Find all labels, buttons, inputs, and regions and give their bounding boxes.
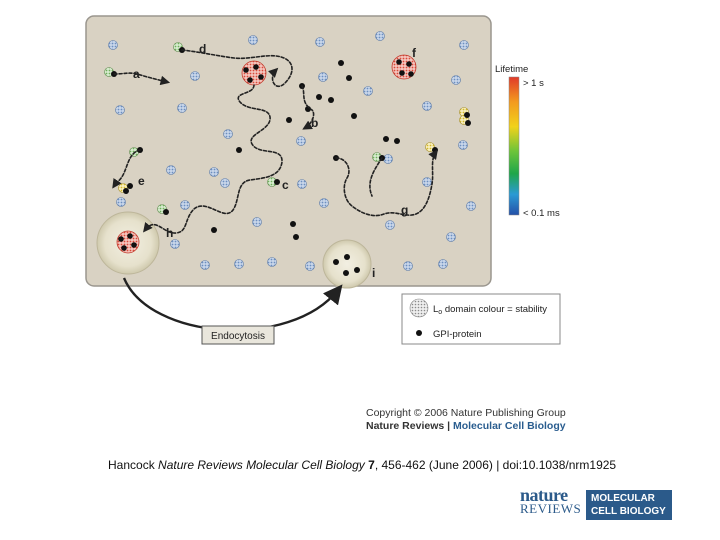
lifetime-title: Lifetime <box>495 64 529 75</box>
citation <box>108 458 668 472</box>
nature-reviews-logo <box>520 485 672 522</box>
legend-gpi-label: GPI-protein <box>433 329 482 340</box>
label-i: i <box>372 266 376 280</box>
citation-rest: , 456-462 (June 2006) | doi:10.1038/nrm1925 <box>374 458 617 472</box>
copyright-nr: Nature Reviews <box>366 420 445 432</box>
legend <box>402 294 560 344</box>
logo-reviews: REVIEWS <box>520 501 582 516</box>
lifetime-top-label: > 1 s <box>523 78 544 89</box>
label-e: e <box>138 174 145 188</box>
label-a: a <box>133 67 140 81</box>
legend-domain-swatch <box>410 299 428 317</box>
endocytosis-label: Endocytosis <box>211 331 265 342</box>
logo-nature: nature <box>520 485 568 505</box>
vesicle-h <box>97 212 159 274</box>
copyright-mcb: Molecular Cell Biology <box>452 420 566 432</box>
label-g: g <box>401 203 409 217</box>
logo-line1: MOLECULAR <box>591 493 655 504</box>
logo-wordmark <box>520 485 584 516</box>
citation-journal: Nature Reviews Molecular Cell Biology <box>158 458 365 472</box>
lifetime-bottom-label: < 0.1 ms <box>523 208 560 219</box>
citation-volume: 7 <box>368 458 375 472</box>
label-b: b <box>311 116 319 130</box>
label-c: c <box>282 178 289 192</box>
logo-line2: CELL BIOLOGY <box>591 506 666 517</box>
vesicle-i <box>323 240 371 288</box>
legend-domain-label: $L_o$ domain colour = stability <box>433 304 548 316</box>
lifetime-scale <box>495 64 560 219</box>
logo-journal-box <box>586 490 672 520</box>
label-f: f <box>412 46 416 60</box>
copyright-line1: Copyright © 2006 Nature Publishing Group <box>366 407 566 419</box>
lifetime-gradient-bar <box>509 77 519 215</box>
copyright-line2: Nature Reviews | Molecular Cell Biology <box>366 420 566 432</box>
label-h: h <box>166 226 174 240</box>
label-d: d <box>199 42 207 56</box>
citation-author: Hancock <box>108 458 159 472</box>
copyright-notice <box>366 407 566 433</box>
legend-gpi-swatch <box>416 330 422 336</box>
